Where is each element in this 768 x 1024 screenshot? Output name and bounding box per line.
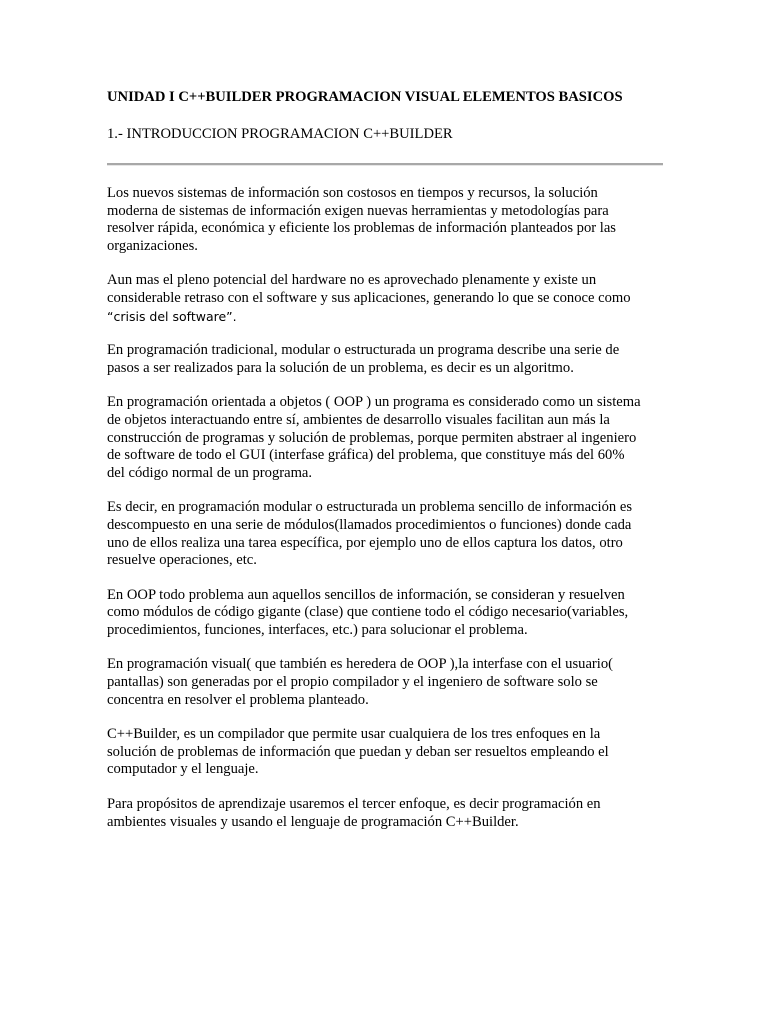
paragraph — [107, 272, 667, 325]
paragraph — [107, 394, 667, 482]
document-title: UNIDAD I C++BUILDER PROGRAMACION VISUAL ELEMENTOS BASICOS — [107, 89, 623, 105]
paragraph-line: como módulos de código gigante (clase) que contiene todo el código necesario(variables, — [107, 604, 629, 621]
paragraph-line: pantallas) son generadas por el propio compilador y el ingeniero de software solo se — [107, 674, 598, 691]
paragraph-line: Es decir, en programación modular o estructurada un problema sencillo de información es — [107, 499, 633, 516]
paragraph — [107, 796, 667, 831]
paragraph-line: C++Builder, es un compilador que permite usar cualquiera de los tres enfoques en la — [107, 726, 601, 743]
paragraph-line: Aun mas el pleno potencial del hardware no es aprovechado plenamente y existe un — [107, 272, 597, 289]
paragraph — [107, 656, 667, 709]
paragraph-line: Los nuevos sistemas de información son costosos en tiempos y recursos, la solución — [107, 185, 598, 201]
horizontal-rule — [107, 163, 663, 166]
paragraph — [107, 499, 667, 569]
paragraph-line: concentra en resolver el problema planteado. — [107, 691, 369, 708]
paragraph-line: En programación tradicional, modular o estructurada un programa describe una serie de — [107, 342, 620, 359]
paragraph-line: uno de ellos realiza una tarea específica, por ejemplo uno de ellos captura los datos, otro — [107, 534, 623, 551]
paragraph-line: de software de todo el GUI (interfase gráfica) del problema, que constituye más del 60% — [107, 447, 625, 464]
document-body — [107, 185, 667, 831]
paragraph-line: construcción de programas y solución de problemas, porque permiten abstraer al ingeniero — [107, 429, 637, 446]
paragraph — [107, 342, 667, 377]
paragraph-line: procedimientos, funciones, interfaces, etc.) para solucionar el problema. — [107, 621, 528, 638]
section-heading: 1.- INTRODUCCION PROGRAMACION C++BUILDER — [107, 126, 453, 142]
paragraph — [107, 726, 667, 779]
paragraph-line: organizaciones. — [107, 237, 198, 254]
paragraph-line: del código normal de un programa. — [107, 464, 313, 481]
paragraph-line: En programación orientada a objetos ( OOP ) un programa es considerado como un sistema — [107, 394, 641, 411]
paragraph-line: ambientes visuales y usando el lenguaje de programación C++Builder. — [107, 813, 519, 830]
paragraph-line: considerable retraso con el software y sus aplicaciones, generando lo que se conoce como — [107, 289, 631, 306]
paragraph-line: resolver rápida, económica y eficiente los problemas de información planteados por las — [107, 220, 616, 237]
paragraph-line: moderna de sistemas de información exigen nuevas herramientas y metodologías para — [107, 202, 609, 219]
paragraph-line: solución de problemas de información que puedan y deban ser resueltos empleando el — [107, 743, 609, 760]
paragraph — [107, 185, 667, 255]
document-page — [107, 88, 667, 848]
paragraph-line: pasos a ser realizados para la solución de un problema, es decir es un algoritmo. — [107, 359, 574, 376]
quoted-term: “crisis del software”. — [107, 308, 237, 324]
paragraph-line: computador y el lenguaje. — [107, 761, 259, 778]
paragraph-line: Para propósitos de aprendizaje usaremos el tercer enfoque, es decir programación en — [107, 796, 601, 813]
paragraph — [107, 587, 667, 640]
paragraph-line: descompuesto en una serie de módulos(llamados procedimientos o funciones) donde cada — [107, 516, 632, 533]
paragraph-line: resuelve operaciones, etc. — [107, 552, 257, 569]
paragraph-line: de objetos interactuando entre sí, ambientes de desarrollo visuales facilitan aun más la — [107, 411, 610, 428]
paragraph-line: En OOP todo problema aun aquellos sencillos de información, se consideran y resuelven — [107, 586, 625, 603]
paragraph-line: En programación visual( que también es heredera de OOP ),la interfase con el usuario( — [107, 656, 613, 673]
